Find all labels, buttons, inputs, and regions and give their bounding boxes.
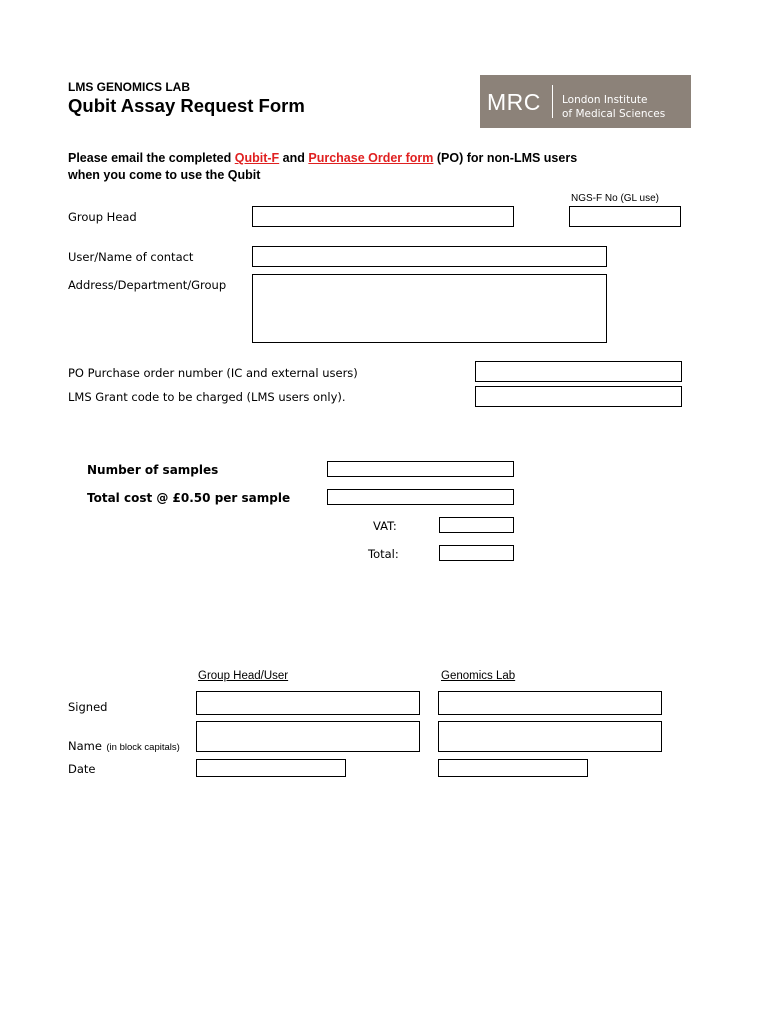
instructions-text-a: Please email the completed: [68, 151, 235, 165]
instructions-text-b: and: [279, 151, 309, 165]
vat-label: VAT:: [373, 519, 397, 533]
col-header-genomics-lab: Genomics Lab: [441, 670, 516, 682]
name-label: Name: [68, 739, 102, 753]
samples-label: Number of samples: [87, 463, 219, 477]
purchase-order-link[interactable]: Purchase Order form: [308, 151, 434, 165]
total-label: Total:: [368, 547, 399, 561]
ngs-input[interactable]: [569, 206, 681, 227]
name-hint: (in block capitals): [106, 742, 180, 753]
total-cost-label: Total cost @ £0.50 per sample: [87, 491, 291, 505]
name-label-wrap: [68, 737, 180, 755]
ngs-label: NGS-F No (GL use): [571, 193, 659, 204]
signed-label: Signed: [68, 700, 108, 714]
name-user-input[interactable]: [196, 721, 420, 752]
po-number-label: PO Purchase order number (IC and external users): [68, 366, 358, 380]
vat-input[interactable]: [439, 517, 514, 533]
address-label: Address/Department/Group: [68, 278, 227, 292]
user-name-label: User/Name of contact: [68, 250, 194, 264]
col-header-group-head-user: Group Head/User: [198, 670, 289, 682]
date-user-input[interactable]: [196, 759, 346, 777]
date-lab-input[interactable]: [438, 759, 588, 777]
logo-mrc-text: MRC: [487, 89, 541, 115]
mrc-logo: [480, 75, 691, 128]
qubit-f-link[interactable]: Qubit-F: [234, 151, 280, 165]
address-input[interactable]: [252, 274, 607, 343]
total-input[interactable]: [439, 545, 514, 561]
form-title: Qubit Assay Request Form: [68, 95, 305, 116]
logo-line-2: of Medical Sciences: [562, 108, 666, 120]
user-name-input[interactable]: [252, 246, 607, 267]
grant-code-label: LMS Grant code to be charged (LMS users only).: [68, 390, 346, 404]
po-number-input[interactable]: [475, 361, 682, 382]
samples-input[interactable]: [327, 461, 514, 477]
group-head-input[interactable]: [252, 206, 514, 227]
instructions-line-2: when you come to use the Qubit: [68, 168, 261, 182]
total-cost-input[interactable]: [327, 489, 514, 505]
instructions-line-1: [68, 151, 577, 165]
grant-code-input[interactable]: [475, 386, 682, 407]
name-lab-input[interactable]: [438, 721, 662, 752]
instructions-text-c: (PO) for non-LMS users: [433, 151, 578, 165]
logo-divider: [552, 85, 553, 118]
lab-name: LMS GENOMICS LAB: [68, 80, 190, 94]
logo-line-1: London Institute: [562, 94, 648, 106]
signed-lab-input[interactable]: [438, 691, 662, 715]
signed-user-input[interactable]: [196, 691, 420, 715]
date-label: Date: [68, 762, 96, 776]
group-head-label: Group Head: [68, 210, 137, 224]
